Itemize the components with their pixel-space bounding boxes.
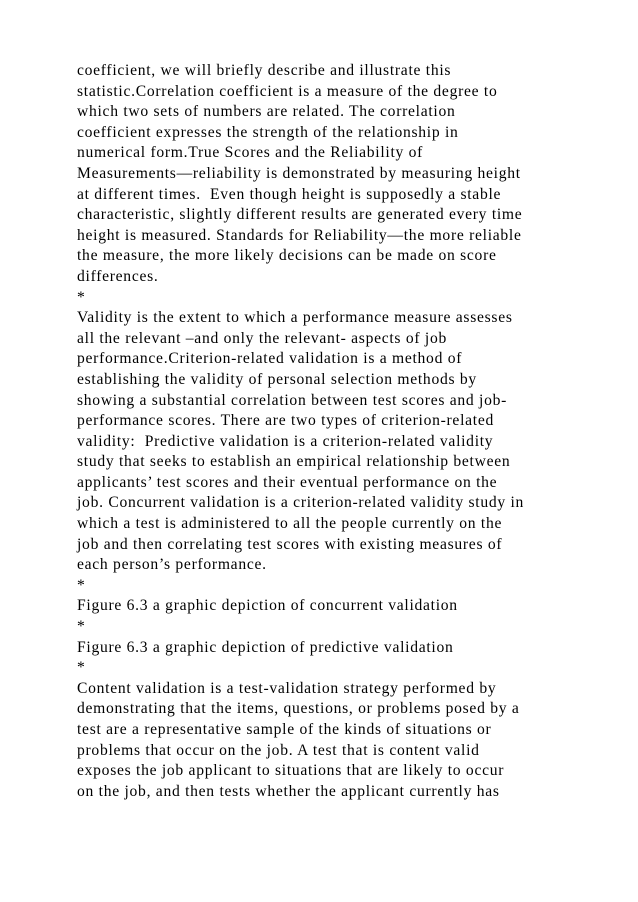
text-line: at different times. Even though height is supposedly a stable [77,185,502,203]
text-line: Content validation is a test-validation strategy performed by [77,679,497,697]
text-line: differences. [77,267,159,285]
text-line: the measure, the more likely decisions can be made on score [77,247,497,265]
text-line: Figure 6.3 a graphic depiction of predictive validation [77,638,454,656]
text-line: characteristic, slightly different results are generated every time [77,206,523,224]
text-line: validity: Predictive validation is a criterion-related validity [77,432,494,450]
text-line: demonstrating that the items, questions, or problems posed by a [77,700,520,718]
text-line: performance scores. There are two types of criterion-related [77,412,494,430]
text-line: showing a substantial correlation between test scores and job- [77,391,508,409]
text-line: problems that occur on the job. A test that is content valid [77,741,480,759]
text-line: * [77,288,86,306]
text-line: Figure 6.3 a graphic depiction of concurrent validation [77,597,458,615]
text-line: statistic.Correlation coefficient is a measure of the degree to [77,82,498,100]
text-line: test are a representative sample of the kinds of situations or [77,721,492,738]
text-line: exposes the job applicant to situations that are likely to occur [77,762,505,780]
text-line: job. Concurrent validation is a criterion-related validity study in [77,494,525,512]
text-line: all the relevant –and only the relevant- aspects of job [77,329,447,347]
text-line: establishing the validity of personal selection methods by [77,370,477,388]
text-line: Validity is the extent to which a performance measure assesses [77,309,513,327]
body-text [77,61,617,802]
text-line: coefficient, we will briefly describe and illustrate this [77,62,452,79]
text-line: performance.Criterion-related validation is a method of [77,350,463,368]
text-line: applicants’ test scores and their eventual performance on the [77,473,498,491]
text-line: * [77,618,86,636]
text-line: on the job, and then tests whether the applicant currently has [77,782,500,800]
text-line: height is measured. Standards for Reliability—the more reliable [77,226,522,244]
text-line: study that seeks to establish an empirical relationship between [77,453,511,471]
text-line: * [77,659,86,677]
text-line: numerical form.True Scores and the Reliability of [77,144,424,162]
text-line: Measurements—reliability is demonstrated by measuring height [77,164,521,182]
text-line: coefficient expresses the strength of the relationship in [77,123,459,141]
text-line: each person’s performance. [77,556,267,574]
text-line: which two sets of numbers are related. The correlation [77,103,456,121]
text-line: which a test is administered to all the people currently on the [77,515,503,533]
text-line: * [77,576,86,594]
text-line: job and then correlating test scores with existing measures of [77,535,503,553]
